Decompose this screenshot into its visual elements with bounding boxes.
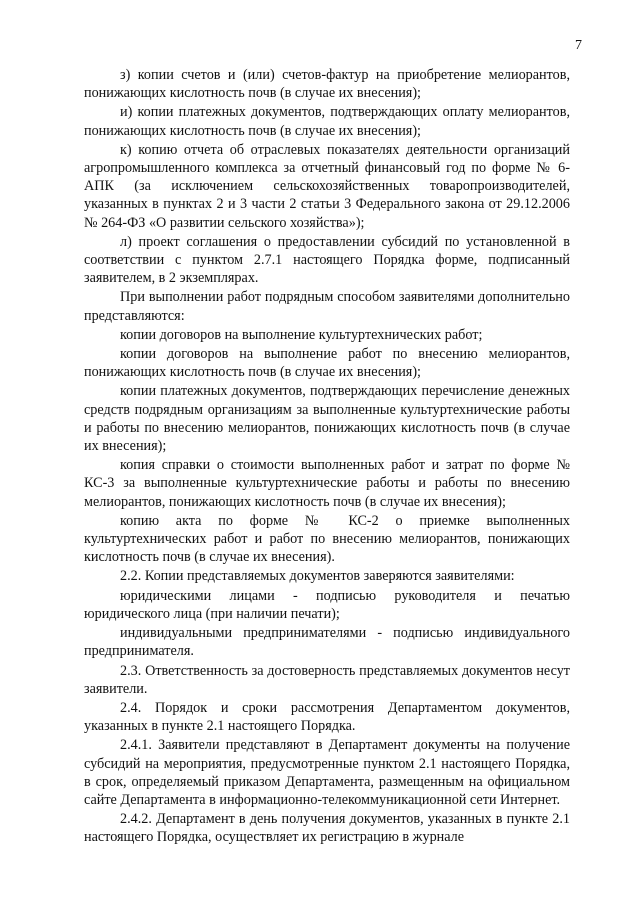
paragraph-payment-documents: копии платежных документов, подтверждающих перечисление денежных средств подрядным организациям за выполненные культуртехнические работы и работы по внесению мелиорантов, понижающих кислотность почв (в случае их внесения);: [84, 383, 570, 455]
paragraph-ks2-act: копию акта по форме № КС-2 о приемке выполненных культуртехнических работ и работ по внесению мелиорантов, понижающих кислотность почв (в случае их внесения).: [84, 512, 570, 566]
paragraph-individual-entrepreneurs: индивидуальными предпринимателями - подписью индивидуального предпринимателя.: [84, 625, 570, 660]
paragraph-contract-copies: копии договоров на выполнение культуртехнических работ;: [120, 326, 483, 343]
paragraph-item-k: к) копию отчета об отраслевых показателях деятельности организаций агропромышленного комплекса за отчетный финансовый год по форме № 6-АПК (за исключением сельскохозяйственных товаропроизводителей, указанных в пунктах 2 и 3 части 2 статьи 3 Федерального закона от 29.12.2006 № 264-ФЗ «О развитии сельского хозяйства»);: [84, 141, 570, 231]
paragraph-section-2-3: 2.3. Ответственность за достоверность представляемых документов несут заявители.: [84, 662, 570, 697]
paragraph-ameliorant-contracts: копии договоров на выполнение работ по внесению мелиорантов, понижающих кислотность почв (в случае их внесения);: [84, 346, 570, 381]
page-number: 7: [575, 38, 582, 53]
paragraph-section-2-2: 2.2. Копии представляемых документов заверяются заявителями:: [120, 568, 515, 585]
paragraph-item-l: л) проект соглашения о предоставлении субсидий по установленной в соответствии с пунктом 2.7.1 настоящего Порядка форме, подписанный заявителем, в 2 экземплярах.: [84, 233, 570, 287]
paragraph-section-2-4: 2.4. Порядок и сроки рассмотрения Департаментом документов, указанных в пункте 2.1 настоящего Порядка.: [84, 699, 570, 735]
paragraph-section-2-4-2: 2.4.2. Департамент в день получения документов, указанных в пункте 2.1 настоящего Порядка, осуществляет их регистрацию в журнале: [84, 811, 570, 846]
paragraph-ks3-certificate: копия справки о стоимости выполненных работ и затрат по форме № КС-3 за выполненные культуртехнические работы и работы по внесению мелиорантов, понижающих кислотность почв (в случае их внесения);: [84, 457, 570, 510]
paragraph-section-2-4-1: 2.4.1. Заявители представляют в Департамент документы на получение субсидий на мероприятия, предусмотренные пунктом 2.1 настоящего Порядка, в срок, определяемый приказом Департамента, размещенным на официальном сайте Департамента в информационно-телекоммуникационной сети Интернет.: [84, 737, 570, 808]
paragraph-item-i: и) копии платежных документов, подтверждающих оплату мелиорантов, понижающих кислотность почв (в случае их внесения);: [84, 104, 570, 139]
paragraph-item-z: з) копии счетов и (или) счетов-фактур на приобретение мелиорантов, понижающих кислотность почв (в случае их внесения);: [84, 67, 570, 102]
document-body: [84, 66, 570, 848]
paragraph-contract-intro: При выполнении работ подрядным способом заявителями дополнительно представляются:: [84, 289, 570, 324]
paragraph-legal-entities: юридическими лицами - подписью руководителя и печатью юридического лица (при наличии печати);: [84, 587, 570, 622]
